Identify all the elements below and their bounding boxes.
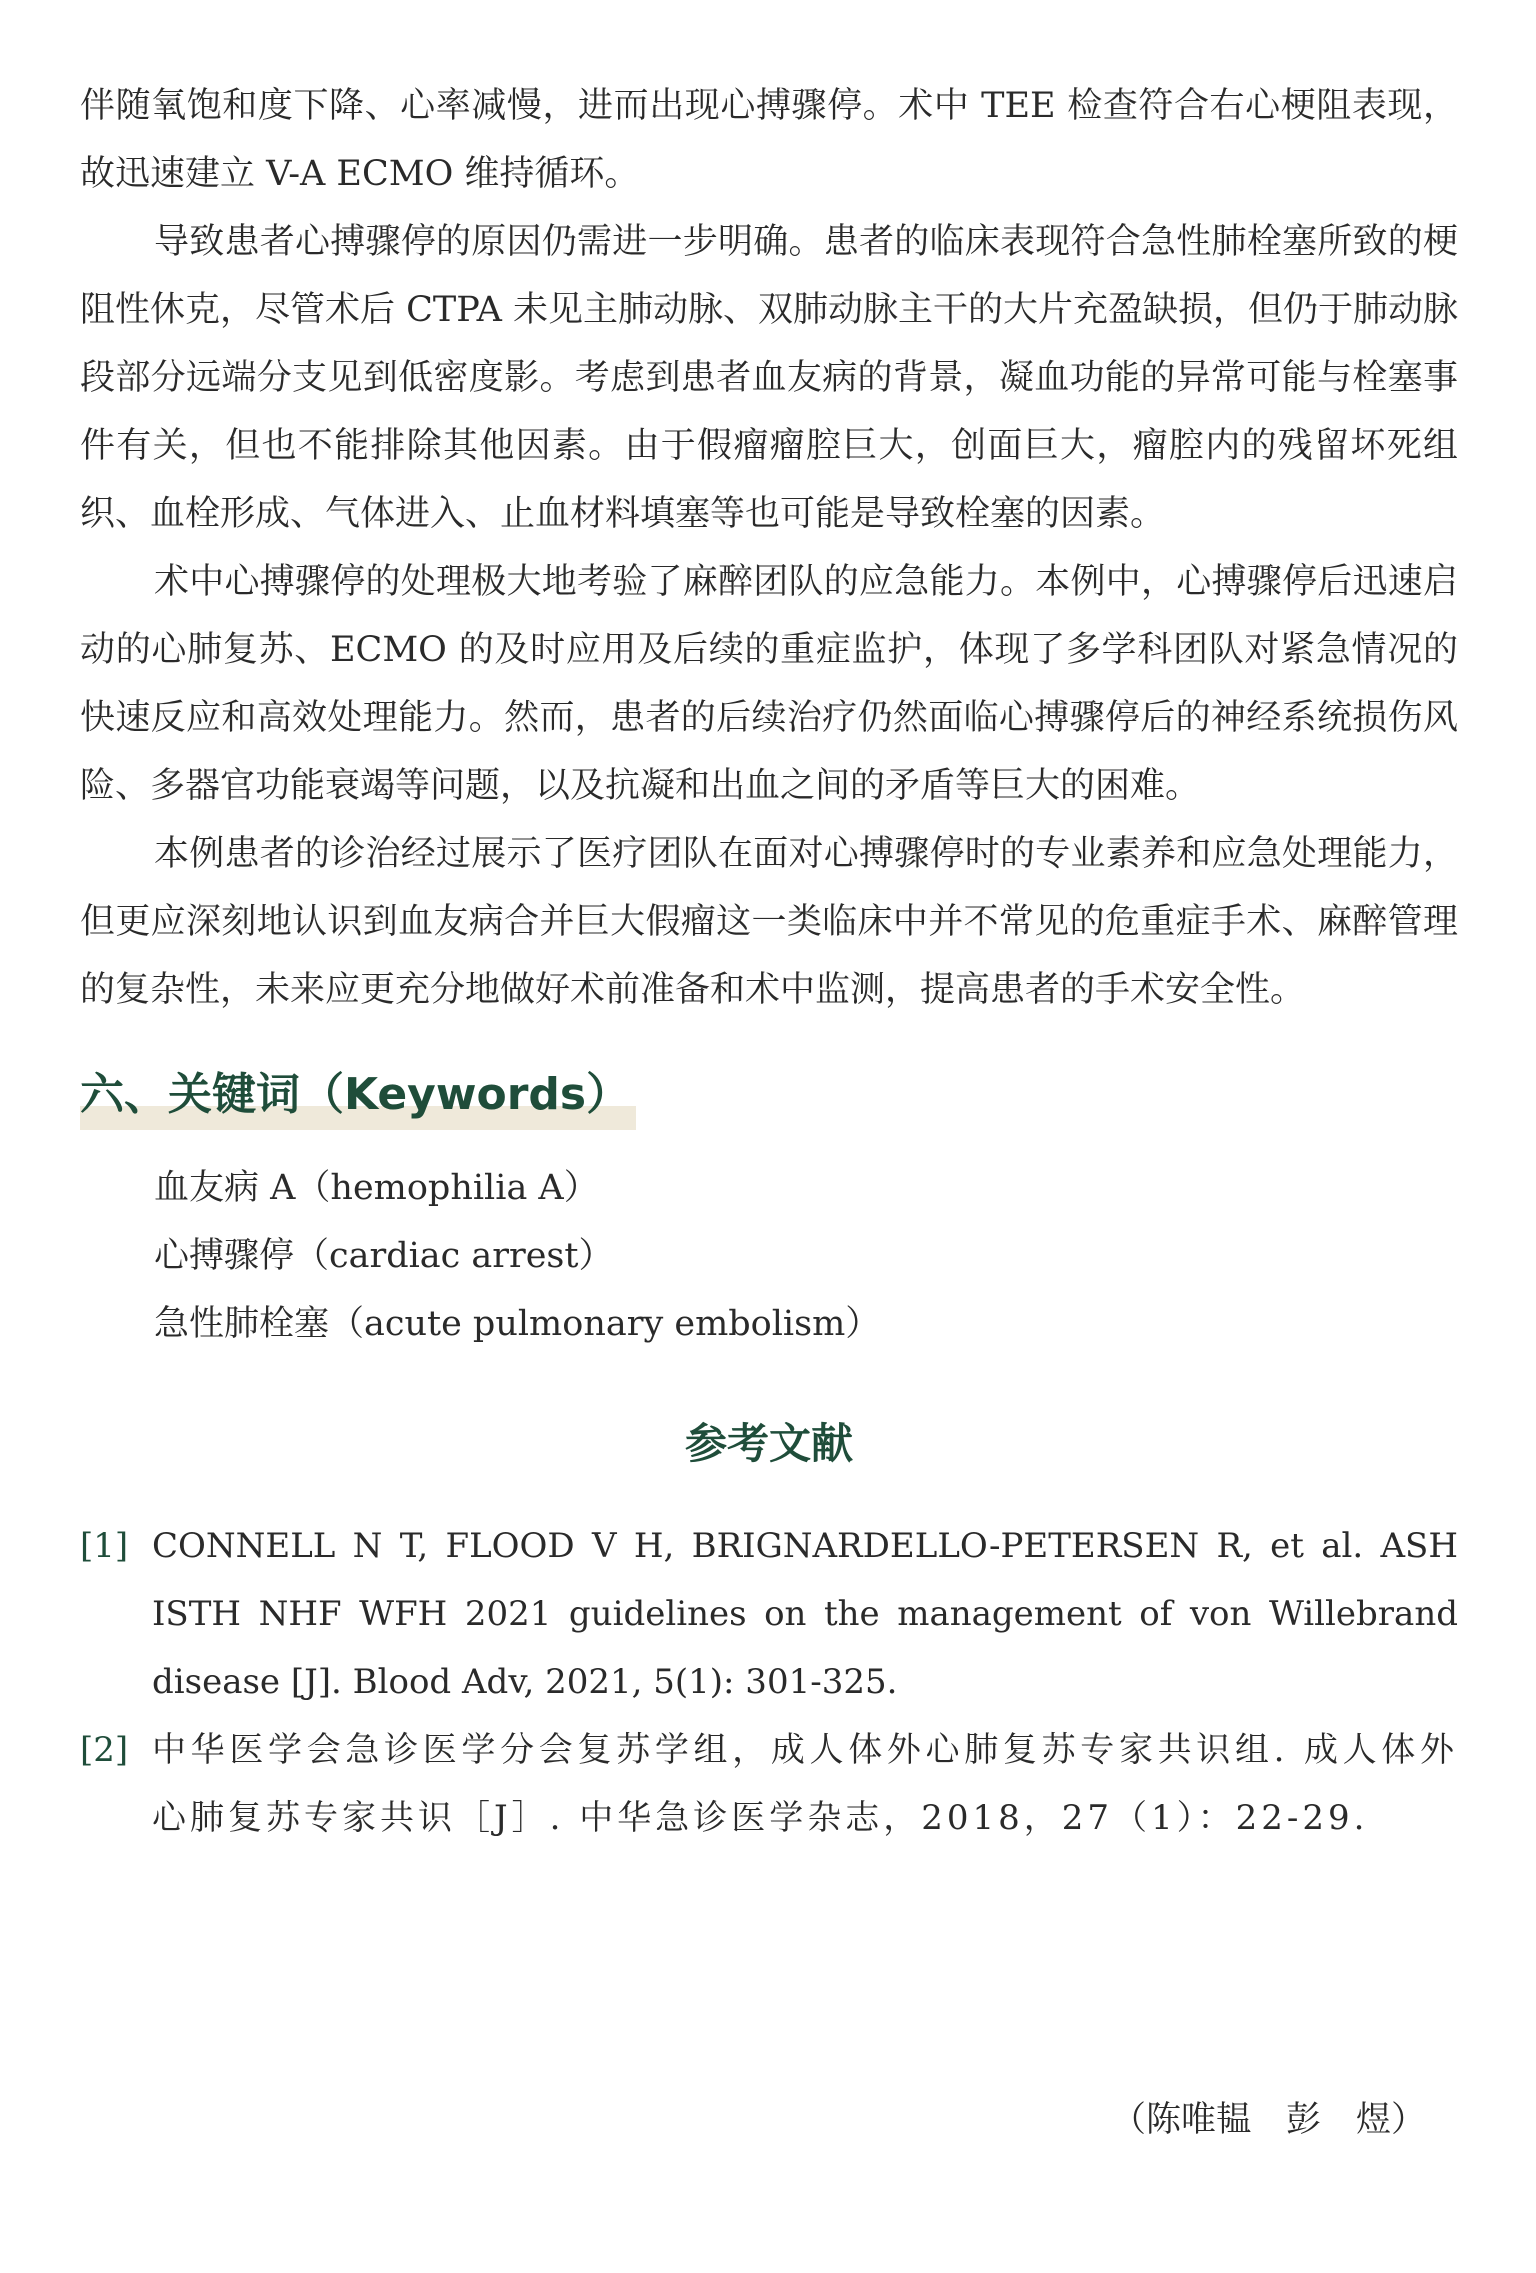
- reference-number: [1]: [80, 1526, 129, 1566]
- paragraph: 伴随氧饱和度下降、心率减慢，进而出现心搏骤停。术中 TEE 检查符合右心梗阻表现，故迅速建立 V-A ECMO 维持循环。: [80, 86, 1458, 194]
- references-title: 参考文献: [684, 1419, 853, 1468]
- reference-item: [80, 1716, 1458, 1852]
- paragraph: 导致患者心搏骤停的原因仍需进一步明确。患者的临床表现符合急性肺栓塞所致的梗阻性休克，尽管术后 CTPA 未见主肺动脉、双肺动脉主干的大片充盈缺损，但仍于肺动脉段部分远端分支见到低密度影。考虑到患者血友病的背景，凝血功能的异常可能与栓塞事件有关，但也不能排除其他因素。由于假瘤瘤腔巨大，创面巨大，瘤腔内的残留坏死组织、血栓形成、气体进入、止血材料填塞等也可能是导致栓塞的因素。: [80, 222, 1458, 534]
- keyword-item: 心搏骤停（cardiac arrest）: [154, 1236, 614, 1276]
- reference-item: [80, 1512, 1458, 1716]
- authors-signature: （陈唯韫 彭 煜）: [1110, 2100, 1426, 2140]
- reference-text: 中华医学会急诊医学分会复苏学组，成人体外心肺复苏专家共识组. 成人体外心肺复苏专家共识［J］. 中华急诊医学杂志，2018，27（1）：22-29.: [152, 1730, 1458, 1838]
- document-page: [80, 72, 1458, 1852]
- keywords-heading-wrap: [80, 1024, 1458, 1154]
- keyword-item: 急性肺栓塞（acute pulmonary embolism）: [154, 1304, 881, 1344]
- keyword-item: 血友病 A（hemophilia A）: [154, 1168, 599, 1208]
- keywords-heading: 六、关键词（Keywords）: [80, 1066, 636, 1124]
- keywords-list: [80, 1154, 1458, 1358]
- reference-text: CONNELL N T, FLOOD V H, BRIGNARDELLO-PETERSEN R, et al. ASH ISTH NHF WFH 2021 guidelines on the management of von Willebrand disease [J]. Blood Adv, 2021, 5(1): 301-325.: [152, 1526, 1458, 1702]
- paragraph: 本例患者的诊治经过展示了医疗团队在面对心搏骤停时的专业素养和应急处理能力，但更应深刻地认识到血友病合并巨大假瘤这一类临床中并不常见的危重症手术、麻醉管理的复杂性，未来应更充分地做好术前准备和术中监测，提高患者的手术安全性。: [80, 834, 1458, 1010]
- reference-number: [2]: [80, 1730, 129, 1770]
- paragraph: 术中心搏骤停的处理极大地考验了麻醉团队的应急能力。本例中，心搏骤停后迅速启动的心肺复苏、ECMO 的及时应用及后续的重症监护，体现了多学科团队对紧急情况的快速反应和高效处理能力。然而，患者的后续治疗仍然面临心搏骤停后的神经系统损伤风险、多器官功能衰竭等问题，以及抗凝和出血之间的矛盾等巨大的困难。: [80, 562, 1458, 806]
